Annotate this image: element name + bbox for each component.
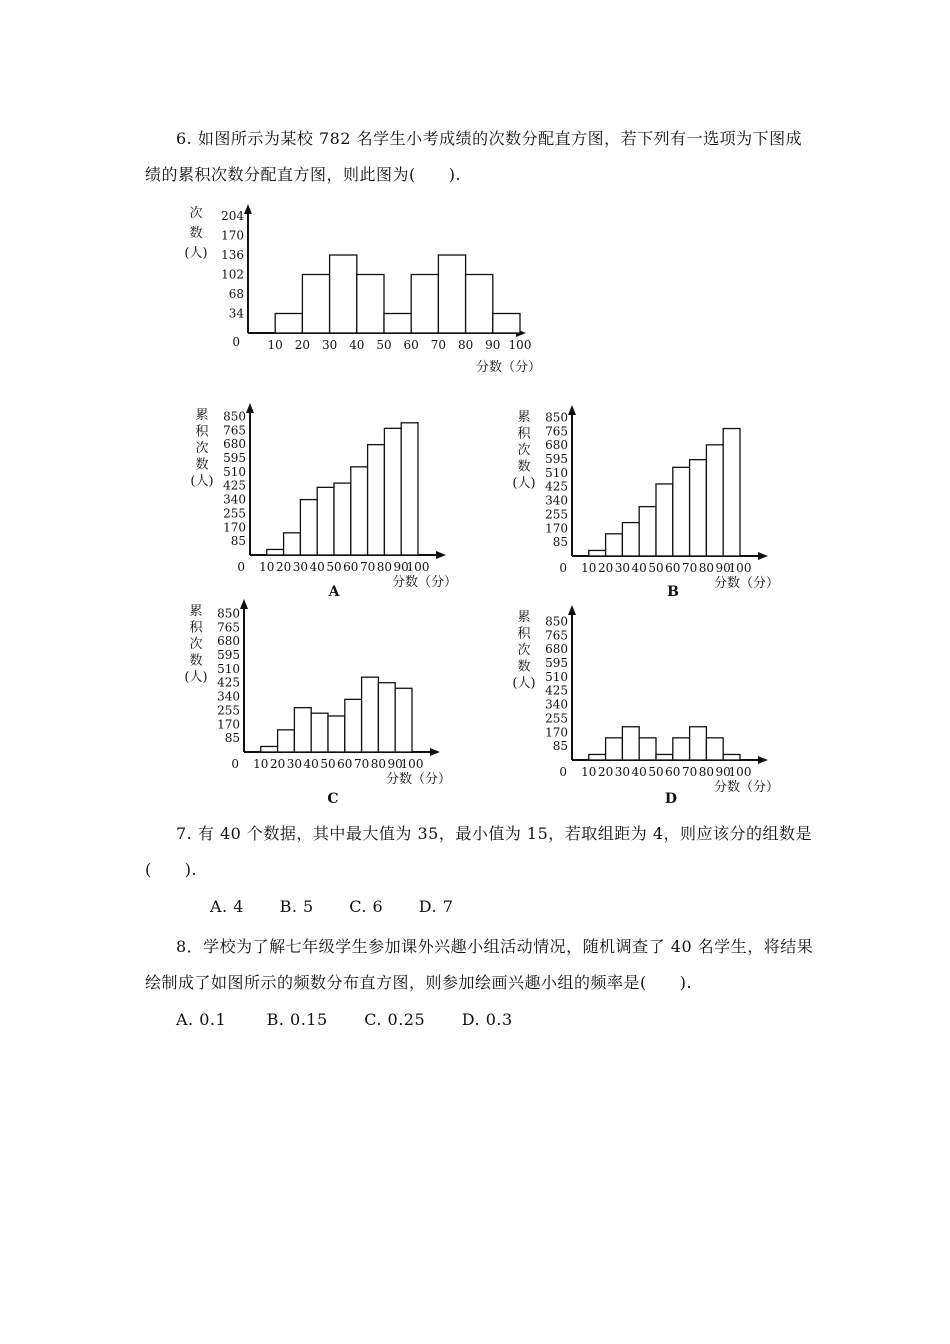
y-tick-label: 170 xyxy=(217,717,240,732)
x-tick-label: 90 xyxy=(485,338,501,352)
y-tick-label: 680 xyxy=(223,437,246,452)
origin-label: 0 xyxy=(559,561,567,575)
x-tick-label: 40 xyxy=(309,560,325,574)
ylabel-char-1: 累 xyxy=(195,408,209,423)
x-axis-title: 分数（分） xyxy=(714,576,780,591)
x-tick-label: 20 xyxy=(597,561,614,575)
x-tick-label: 70 xyxy=(681,765,698,779)
x-tick-label: 80 xyxy=(370,757,387,771)
q6-line2: 绩的累积次数分配直方图，则此图为( ). xyxy=(145,165,462,184)
q8-line2: 绘制成了如图所示的频数分布直方图，则参加绘画兴趣小组的频率是( ). xyxy=(145,973,693,992)
x-axis-title: 分数（分） xyxy=(386,772,452,787)
ylabel-char-5: (人) xyxy=(184,670,208,685)
x-tick-label: 100 xyxy=(508,338,532,352)
y-tick-label: 68 xyxy=(228,287,244,302)
y-tick-label: 85 xyxy=(552,739,568,754)
x-tick-label: 30 xyxy=(292,560,309,574)
x-tick-label: 60 xyxy=(337,757,353,771)
bar-3 xyxy=(622,727,639,760)
y-tick-label: 595 xyxy=(217,648,240,663)
y-tick-label: 170 xyxy=(223,520,246,535)
ylabel-char-2: 积 xyxy=(517,426,531,442)
x-tick-label: 50 xyxy=(648,765,664,779)
x-tick-label: 90 xyxy=(393,560,409,574)
q7-options xyxy=(210,897,453,916)
y-tick-label: 170 xyxy=(221,228,244,243)
bar-9 xyxy=(723,754,740,760)
bar-1 xyxy=(589,754,606,760)
y-tick-label: 510 xyxy=(223,464,246,479)
ylabel-char-2: 积 xyxy=(189,620,203,636)
x-tick-label: 80 xyxy=(376,560,393,574)
x-tick-label: 80 xyxy=(698,561,715,575)
chart-caption: C xyxy=(327,791,339,807)
bar-2 xyxy=(606,738,623,760)
x-tick-label: 50 xyxy=(326,560,342,574)
x-tick-label: 40 xyxy=(631,765,647,779)
y-tick-label: 765 xyxy=(545,628,568,643)
y-tick-label: 255 xyxy=(545,507,568,522)
y-tick-label: 340 xyxy=(223,492,246,507)
ylabel-char-3: 次 xyxy=(517,443,531,458)
x-tick-label: 10 xyxy=(581,765,597,779)
ylabel-char-4: 数 xyxy=(517,659,531,675)
y-tick-label: 102 xyxy=(221,267,244,282)
ylabel-char-3: 次 xyxy=(189,637,203,652)
y-tick-label: 425 xyxy=(217,675,240,690)
y-tick-label: 595 xyxy=(545,656,568,671)
y-tick-label: 340 xyxy=(545,697,568,712)
x-tick-label: 80 xyxy=(698,765,715,779)
y-tick-label: 255 xyxy=(223,506,246,521)
ylabel-char-4: 数 xyxy=(195,457,209,473)
x-tick-label: 60 xyxy=(343,560,359,574)
q7-option-a[interactable]: A. 4 xyxy=(210,897,244,916)
q7-line2: ( ). xyxy=(145,860,198,879)
y-tick-label: 765 xyxy=(545,424,568,439)
ylabel-char-3: 次 xyxy=(195,441,209,456)
ylabel-char-2: 积 xyxy=(195,424,209,440)
x-tick-label: 20 xyxy=(275,560,292,574)
x-tick-label: 30 xyxy=(614,765,631,779)
x-tick-label: 90 xyxy=(715,561,731,575)
main-ylabel-char-2: 数 xyxy=(189,226,203,241)
q7-option-d[interactable]: D. 7 xyxy=(418,897,454,916)
y-axis-arrow xyxy=(568,605,576,615)
q8-option-d[interactable]: D. 0.3 xyxy=(461,1010,513,1029)
y-tick-label: 765 xyxy=(217,620,240,635)
ylabel-char-5: (人) xyxy=(512,676,536,691)
y-tick-label: 340 xyxy=(545,493,568,508)
main-xlabel: 分数（分） xyxy=(476,360,542,375)
ylabel-char-5: (人) xyxy=(190,474,214,489)
q6-line1: 6. 如图所示为某校 782 名学生小考成绩的次数分配直方图，若下列有一选项为下图成 xyxy=(176,129,803,148)
origin-label: 0 xyxy=(231,757,239,771)
q8-option-a[interactable]: A. 0.1 xyxy=(176,1010,227,1029)
x-tick-label: 10 xyxy=(581,561,597,575)
x-tick-label: 10 xyxy=(267,338,283,352)
y-tick-label: 510 xyxy=(545,465,568,480)
bar-8 xyxy=(706,738,723,760)
x-tick-label: 40 xyxy=(349,338,365,352)
y-tick-label: 255 xyxy=(545,711,568,726)
x-tick-label: 70 xyxy=(681,561,698,575)
y-tick-label: 340 xyxy=(217,689,240,704)
x-tick-label: 60 xyxy=(665,561,681,575)
y-tick-label: 136 xyxy=(221,248,244,263)
x-tick-label: 10 xyxy=(259,560,275,574)
ylabel-char-1: 累 xyxy=(517,610,531,625)
main-origin-label: 0 xyxy=(232,335,240,349)
x-tick-label: 90 xyxy=(387,757,403,771)
origin-label: 0 xyxy=(237,560,245,574)
x-tick-label: 100 xyxy=(728,561,752,575)
y-tick-label: 85 xyxy=(230,534,246,549)
main-ylabel-char-3: (人) xyxy=(184,246,208,261)
chart-caption: B xyxy=(667,584,679,600)
x-tick-label: 70 xyxy=(353,757,370,771)
x-tick-label: 90 xyxy=(715,765,731,779)
chart-caption: D xyxy=(664,791,678,807)
x-tick-label: 60 xyxy=(665,765,681,779)
y-tick-label: 425 xyxy=(223,478,246,493)
bar-7 xyxy=(690,727,707,760)
y-tick-label: 595 xyxy=(545,452,568,467)
y-tick-label: 34 xyxy=(228,306,244,321)
y-tick-label: 850 xyxy=(217,606,240,621)
y-tick-label: 255 xyxy=(217,703,240,718)
x-tick-label: 70 xyxy=(359,560,376,574)
bar-6 xyxy=(673,738,690,760)
origin-label: 0 xyxy=(559,765,567,779)
y-tick-label: 595 xyxy=(223,451,246,466)
y-tick-label: 850 xyxy=(223,409,246,424)
x-tick-label: 70 xyxy=(430,338,447,352)
x-tick-label: 40 xyxy=(631,561,647,575)
chart-caption: A xyxy=(328,584,340,600)
ylabel-char-5: (人) xyxy=(512,476,536,491)
x-tick-label: 50 xyxy=(320,757,336,771)
q8-option-b[interactable]: B. 0.15 xyxy=(266,1010,328,1029)
q8-line1: 8．学校为了解七年级学生参加课外兴趣小组活动情况，随机调查了 40 名学生，将结果 xyxy=(176,937,814,956)
y-tick-label: 170 xyxy=(545,521,568,536)
x-tick-label: 10 xyxy=(253,757,269,771)
x-tick-label: 20 xyxy=(269,757,286,771)
q8-options xyxy=(176,1010,513,1029)
x-tick-label: 20 xyxy=(294,338,311,352)
x-axis-title: 分数（分） xyxy=(392,575,458,590)
x-axis-arrow xyxy=(758,756,768,764)
q7-option-c[interactable]: C. 6 xyxy=(349,897,384,916)
x-tick-label: 30 xyxy=(286,757,303,771)
x-tick-label: 20 xyxy=(597,765,614,779)
x-axis-title: 分数（分） xyxy=(714,780,780,795)
x-tick-label: 50 xyxy=(648,561,664,575)
x-tick-label: 100 xyxy=(406,560,430,574)
bar-5 xyxy=(656,754,673,760)
y-tick-label: 765 xyxy=(223,423,246,438)
ylabel-char-4: 数 xyxy=(189,653,203,669)
y-tick-label: 170 xyxy=(545,725,568,740)
main-ylabel-char-1: 次 xyxy=(189,206,203,221)
y-tick-label: 680 xyxy=(545,642,568,657)
y-tick-label: 85 xyxy=(224,731,240,746)
x-tick-label: 100 xyxy=(728,765,752,779)
ylabel-char-2: 积 xyxy=(517,626,531,642)
bar-4 xyxy=(639,738,656,760)
y-tick-label: 850 xyxy=(545,410,568,425)
x-tick-label: 60 xyxy=(403,338,419,352)
y-tick-label: 425 xyxy=(545,683,568,698)
y-tick-label: 680 xyxy=(217,634,240,649)
y-tick-label: 425 xyxy=(545,479,568,494)
x-tick-label: 30 xyxy=(614,561,631,575)
q7-option-b[interactable]: B. 5 xyxy=(279,897,314,916)
x-tick-label: 80 xyxy=(457,338,474,352)
y-tick-label: 680 xyxy=(545,438,568,453)
y-tick-label: 510 xyxy=(545,669,568,684)
y-tick-label: 510 xyxy=(217,661,240,676)
x-tick-label: 40 xyxy=(303,757,319,771)
y-tick-label: 85 xyxy=(552,535,568,550)
q7-line1: 7. 有 40 个数据，其中最大值为 35，最小值为 15，若取组距为 4，则应该分的组数是 xyxy=(176,824,813,843)
q8-option-c[interactable]: C. 0.25 xyxy=(364,1010,426,1029)
ylabel-char-4: 数 xyxy=(517,459,531,475)
x-tick-label: 100 xyxy=(400,757,424,771)
x-tick-label: 30 xyxy=(321,338,338,352)
ylabel-char-1: 累 xyxy=(517,410,531,425)
ylabel-char-1: 累 xyxy=(189,604,203,619)
ylabel-char-3: 次 xyxy=(517,643,531,658)
y-tick-label: 204 xyxy=(221,209,244,224)
y-tick-label: 850 xyxy=(545,614,568,629)
x-tick-label: 50 xyxy=(376,338,392,352)
